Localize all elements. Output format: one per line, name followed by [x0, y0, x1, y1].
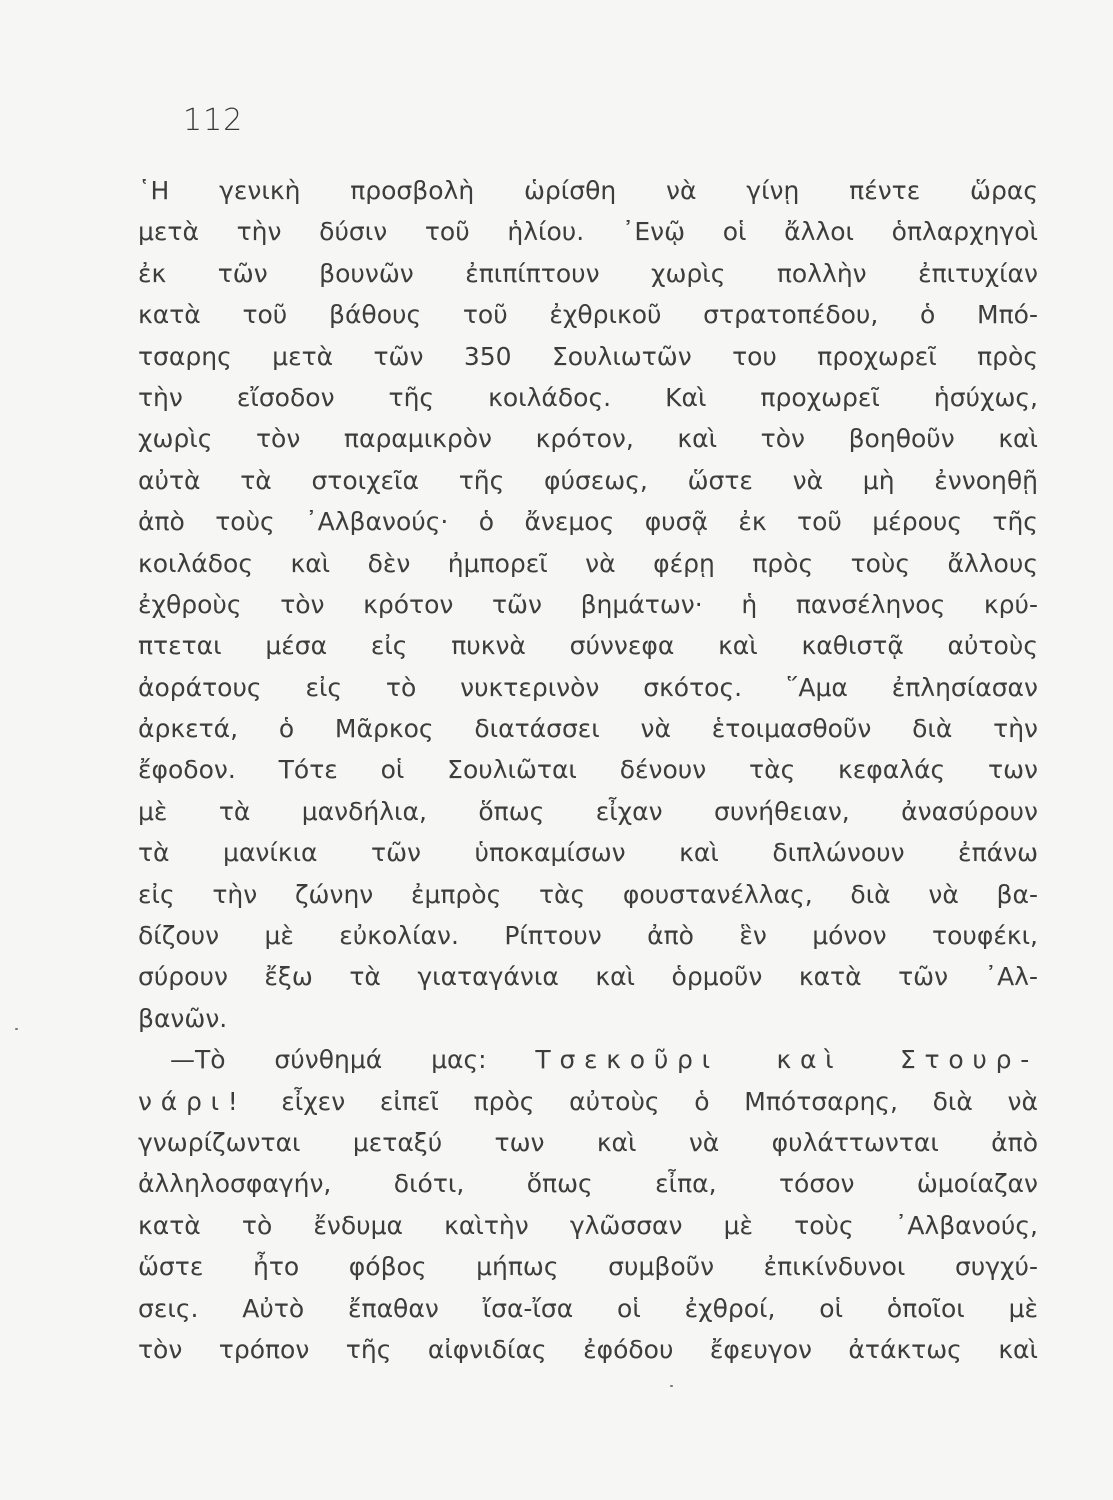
text-line: αὐτὰ τὰ στοιχεῖα τῆς φύσεως, ὥστε νὰ μὴ ἐννοηθῇ [138, 465, 1038, 495]
text-line: εἰς τὴν ζώνην ἐμπρὸς τὰς φουστανέλλας, διὰ νὰ βα- [138, 879, 1038, 909]
text-line: κοιλάδος καὶ δὲν ἠμπορεῖ νὰ φέρῃ πρὸς τοὺς ἄλλους [138, 548, 1038, 578]
text-line: τὴν εἴσοδον τῆς κοιλάδος. Καὶ προχωρεῖ ἡσύχως, [138, 382, 1038, 412]
text-line: σεις. Αὐτὸ ἔπαθαν ἴσα-ἴσα οἱ ἐχθροί, οἱ ὁποῖοι μὲ [138, 1293, 1038, 1323]
text-line: πτεται μέσα εἰς πυκνὰ σύννεφα καὶ καθιστᾷ αὐτοὺς [138, 631, 1038, 661]
text-line: κατὰ τὸ ἔνδυμα καὶτὴν γλῶσσαν μὲ τοὺς ᾿Αλβανούς, [138, 1210, 1038, 1240]
paper-speck [670, 1385, 673, 1387]
paper-speck [15, 1028, 18, 1030]
dialog-prefix: —Τὸ σύνθημά μας: [170, 1045, 487, 1075]
text-line: τὰ μανίκια τῶν ὑποκαμίσων καὶ διπλώνουν ἐπάνω [138, 838, 1038, 868]
text-line: γνωρίζωνται μεταξύ των καὶ νὰ φυλάττωνται ἀπὸ [138, 1127, 1038, 1157]
dialog-line [138, 1039, 1038, 1080]
text-line: ὥστε ἦτο φόβος μήπως συμβοῦν ἐπικίνδυνοι συγχύ- [138, 1252, 1038, 1282]
page-number: 112 [183, 103, 244, 138]
dialog-line [138, 1081, 1038, 1122]
text-line: χωρὶς τὸν παραμικρὸν κρότον, καὶ τὸν βοηθοῦν καὶ [138, 424, 1038, 454]
text-line: δίζουν μὲ εὐκολίαν. Ρίπτουν ἀπὸ ἓν μόνον τουφέκι, [138, 921, 1038, 951]
text-line: ἐχθροὺς τὸν κρότον τῶν βημάτων· ἡ πανσέληνος κρύ- [138, 589, 1038, 619]
text-line: ἀοράτους εἰς τὸ νυκτερινὸν σκότος. ῞Αμα ἐπλησίασαν [138, 672, 1038, 702]
text-line: κατὰ τοῦ βάθους τοῦ ἐχθρικοῦ στρατοπέδου, ὁ Μπό- [138, 300, 1038, 330]
dialog-rest: εἶχεν εἰπεῖ πρὸς αὐτοὺς ὁ Μπότσαρης, διὰ νὰ [281, 1086, 1038, 1116]
password-spaced-text: Τσεκοῦρι καὶ Στουρ- [535, 1045, 1038, 1075]
text-line: μετὰ τὴν δύσιν τοῦ ἡλίου. ᾿Ενῷ οἱ ἄλλοι ὁπλαρχηγοὶ [138, 217, 1038, 247]
body-text [138, 170, 1038, 1370]
text-line: ἔφοδον. Τότε οἱ Σουλιῶται δένουν τὰς κεφαλάς των [138, 755, 1038, 785]
text-line: ἀπὸ τοὺς ᾿Αλβανούς· ὁ ἄνεμος φυσᾷ ἐκ τοῦ μέρους τῆς [138, 507, 1038, 537]
text-line: τὸν τρόπον τῆς αἰφνιδίας ἐφόδου ἔφευγον ἀτάκτως καὶ [138, 1334, 1038, 1364]
text-line: ἀρκετά, ὁ Μᾶρκος διατάσσει νὰ ἑτοιμασθοῦν διὰ τὴν [138, 714, 1038, 744]
text-line: σύρουν ἔξω τὰ γιαταγάνια καὶ ὁρμοῦν κατὰ τῶν ᾿Αλ- [138, 962, 1038, 992]
text-line: βανῶν. [138, 1003, 228, 1033]
password-spaced-text: νάρι! [138, 1086, 247, 1116]
text-line: τσαρης μετὰ τῶν 350 Σουλιωτῶν του προχωρεῖ πρὸς [138, 341, 1038, 371]
text-line: μὲ τὰ μανδήλια, ὅπως εἶχαν συνήθειαν, ἀνασύρουν [138, 796, 1038, 826]
text-line: ῾Η γενικὴ προσβολὴ ὡρίσθη νὰ γίνῃ πέντε ὥρας [138, 176, 1038, 205]
text-line: ἐκ τῶν βουνῶν ἐπιπίπτουν χωρὶς πολλὴν ἐπιτυχίαν [138, 258, 1038, 288]
text-line: ἀλληλοσφαγήν, διότι, ὅπως εἶπα, τόσον ὡμοίαζαν [138, 1169, 1038, 1199]
